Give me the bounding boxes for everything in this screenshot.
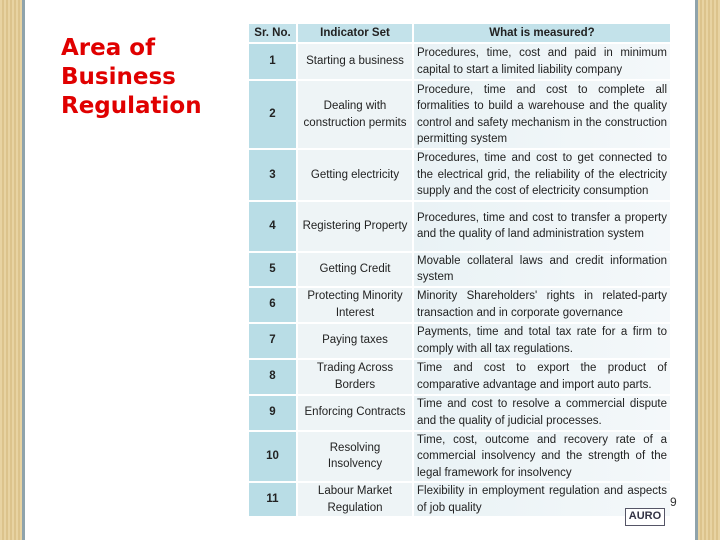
measured-cell: Payments, time and total tax rate for a firm to comply with all tax regulations. <box>414 324 670 358</box>
table-row <box>249 396 670 430</box>
indicator-cell: Resolving Insolvency <box>298 432 412 482</box>
row-number: 6 <box>249 288 296 322</box>
title-line: Regulation <box>61 93 202 119</box>
measured-cell: Time and cost to export the product of comparative advantage and import auto parts. <box>414 360 670 394</box>
indicator-cell: Trading Across Borders <box>298 360 412 394</box>
measured-cell: Movable collateral laws and credit information system <box>414 253 670 286</box>
measured-cell: Procedures, time and cost to get connected to the electrical grid, the reliability of the electricity supply and the cost of electricity consumption <box>414 150 670 200</box>
table-row <box>249 81 670 148</box>
table-row <box>249 288 670 322</box>
indicator-cell: Getting electricity <box>298 150 412 200</box>
title-line: Area of <box>61 35 156 61</box>
header-sr-no: Sr. No. <box>249 24 296 42</box>
table-row <box>249 432 670 482</box>
right-border-decoration <box>695 0 720 540</box>
indicator-cell: Protecting Minority Interest <box>298 288 412 322</box>
row-number: 3 <box>249 150 296 200</box>
row-number: 4 <box>249 202 296 251</box>
measured-cell: Procedure, time and cost to complete all formalities to build a warehouse and the quality control and safety mechanism in the construction permitting system <box>414 81 670 148</box>
table-row <box>249 360 670 394</box>
row-number: 10 <box>249 432 296 482</box>
indicator-cell: Enforcing Contracts <box>298 396 412 430</box>
table-row <box>249 202 670 251</box>
indicator-cell: Registering Property <box>298 202 412 251</box>
table-row <box>249 44 670 79</box>
indicator-cell: Starting a business <box>298 44 412 79</box>
measured-cell: Procedures, time, cost and paid in minimum capital to start a limited liability company <box>414 44 670 79</box>
indicator-cell: Getting Credit <box>298 253 412 286</box>
left-border-decoration <box>0 0 25 540</box>
measured-cell: Procedures, time and cost to transfer a property and the quality of land administration system <box>414 202 670 251</box>
row-number: 8 <box>249 360 296 394</box>
measured-cell: Time and cost to resolve a commercial dispute and the quality of judicial processes. <box>414 396 670 430</box>
table-header-row <box>249 24 670 42</box>
indicator-cell: Paying taxes <box>298 324 412 358</box>
auro-logo: AURO <box>625 508 665 526</box>
header-what-is-measured: What is measured? <box>414 24 670 42</box>
measured-cell: Flexibility in employment regulation and aspects of job quality <box>414 483 670 516</box>
row-number: 11 <box>249 483 296 516</box>
row-number: 1 <box>249 44 296 79</box>
indicator-cell: Dealing with construction permits <box>298 81 412 148</box>
row-number: 2 <box>249 81 296 148</box>
measured-cell: Minority Shareholders' rights in related-party transaction and in corporate governance <box>414 288 670 322</box>
slide-title <box>61 34 202 121</box>
table-row <box>249 324 670 358</box>
regulation-table <box>247 22 672 518</box>
measured-cell: Time, cost, outcome and recovery rate of a commercial insolvency and the strength of the legal framework for insolvency <box>414 432 670 482</box>
row-number: 5 <box>249 253 296 286</box>
header-indicator-set: Indicator Set <box>298 24 412 42</box>
row-number: 7 <box>249 324 296 358</box>
table-row <box>249 253 670 286</box>
page-number: 9 <box>670 495 677 509</box>
title-line: Business <box>61 64 176 90</box>
row-number: 9 <box>249 396 296 430</box>
table-row <box>249 150 670 200</box>
table-row <box>249 483 670 516</box>
indicator-cell: Labour Market Regulation <box>298 483 412 516</box>
